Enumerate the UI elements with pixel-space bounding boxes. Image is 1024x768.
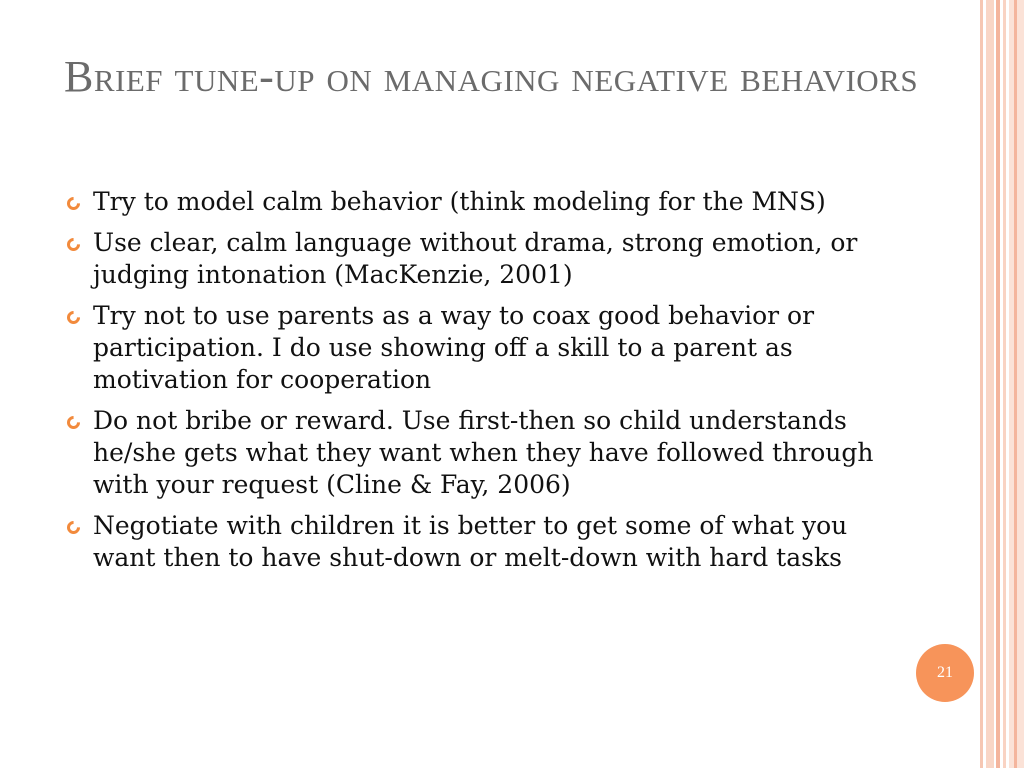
bullet-item	[64, 186, 884, 218]
open-circle-bullet-icon	[64, 518, 80, 534]
bullet-list	[64, 186, 884, 583]
bullet-text: Use clear, calm language without drama, strong emotion, or judging intonation (MacKenzie, 2001)	[93, 228, 858, 289]
decorative-stripe	[1003, 0, 1006, 768]
open-circle-bullet-icon	[64, 413, 80, 429]
bullet-text: Do not bribe or reward. Use first-then so child understands he/she gets what they want when they have followed through with your request (Cline & Fay, 2006)	[93, 406, 874, 499]
open-circle-bullet-icon	[64, 194, 80, 210]
bullet-item	[64, 510, 884, 574]
bullet-text: Try to model calm behavior (think modeling for the MNS)	[93, 187, 826, 216]
decorative-stripe	[980, 0, 983, 768]
page-number-badge: 21	[916, 644, 974, 702]
open-circle-bullet-icon	[64, 308, 80, 324]
decorative-stripe	[1014, 0, 1017, 768]
decorative-stripe	[996, 0, 1000, 768]
bullet-text: Try not to use parents as a way to coax good behavior or participation. I do use showing off a skill to a parent as motivation for cooperation	[93, 301, 815, 394]
slide-title: Brief tune-up on managing negative behaviors	[64, 52, 919, 101]
open-circle-bullet-icon	[64, 235, 80, 251]
decorative-stripe	[986, 0, 994, 768]
bullet-item	[64, 405, 884, 501]
bullet-item	[64, 300, 884, 396]
bullet-item	[64, 227, 884, 291]
bullet-text: Negotiate with children it is better to get some of what you want then to have shut-down or melt-down with hard tasks	[93, 511, 848, 572]
